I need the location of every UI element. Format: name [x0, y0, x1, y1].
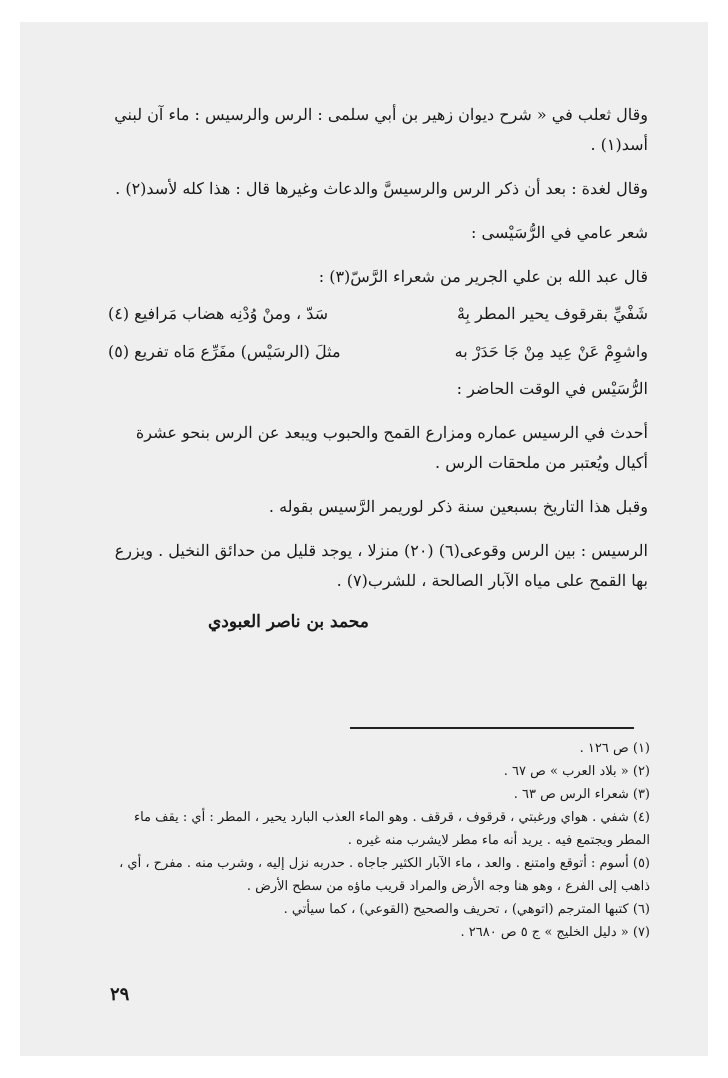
heading-present: الرُّسَيْس في الوقت الحاضر :	[456, 379, 648, 398]
author-signature: محمد بن ناصر العبودي	[208, 612, 369, 632]
footnote-3: (٣) شعراء الرس ص ٦٣ .	[513, 787, 650, 802]
paragraph-5: وقبل هذا التاريخ بسبعين سنة ذكر لوريمر الرَّسيس بقوله .	[268, 497, 648, 516]
footnote-1: (١) ص ١٢٦ .	[579, 741, 650, 756]
paragraph-2: وقال لغدة : بعد أن ذكر الرس والرسيسَّ والدعاث وغيرها قال : هذا كله لأسد(٢) .	[115, 179, 648, 198]
footnotes	[100, 737, 650, 944]
poem-line-1	[108, 298, 648, 330]
footnote-6: (٦) كتبها المترجم (اتوهي) ، تحريف والصحيح (القوعي) ، كما سيأتي .	[283, 902, 650, 917]
heading-poem: شعر عامي في الرُّسَيْسى :	[471, 223, 648, 242]
poem-line-2-right: واشوِمْ عَنْ عِيد مِنْ جَا حَدَرْ به	[454, 342, 648, 361]
poem-line-2-left: مثلَ (الرسَيْس) مفَرِّع مَاه تفريع (٥)	[108, 342, 341, 361]
poem-line-1-right: شَفْيِّ بقرقوف يحير المطر بِهْ	[456, 304, 648, 323]
footnote-5: (٥) أسوم : أتوقع وامتنع . والعد ، ماء الآبار الكثير جاجاه . حدربه نزل إليه ، وشرب منه . مفرح ، أي ، ذاهب إلى الفرع ، وهو هنا وجه الأرض والمراد قريب ماؤه من سطح الأرض .	[119, 856, 650, 894]
paragraph-3: قال عبد الله بن علي الجرير من شعراء الرَّسّ(٣) :	[318, 267, 648, 286]
page-number: ٢٩	[110, 984, 130, 1005]
poem-line-2	[108, 336, 648, 368]
footnote-divider	[350, 727, 634, 729]
footnote-7: (٧) « دليل الخليج » ج ٥ ص ٢٦٨٠ .	[460, 925, 650, 940]
paragraph-6: الرسيس : بين الرس وقوعى(٦) (٢٠) منزلا ، يوجد قليل من حدائق النخيل . ويزرع بها القمح على مياه الآبار الصالحة ، للشرب(٧) .	[114, 541, 648, 590]
footnote-2: (٢) « بلاد العرب » ص ٦٧ .	[503, 764, 650, 779]
paragraph-4: أحدث في الرسيس عماره ومزارع القمح والحبوب ويبعد عن الرس بنحو عشرة أكيال ويُعتبر من ملحقات الرس .	[135, 423, 648, 472]
poem-line-1-left: سَدّ ، ومنْ وُدْنِه هضاب مَرافيع (٤)	[108, 304, 329, 323]
main-text	[108, 100, 648, 632]
book-page	[20, 22, 708, 1056]
footnote-4: (٤) شفي . هواي ورغبتي ، قرقوف ، قرقف . وهو الماء العذب البارد يحير ، المطر : أي : يقف ماء المطر ويجتمع فيه . يريد أنه ماء مطر لايشرب منه غيره .	[133, 810, 650, 848]
paragraph-1: وقال ثعلب في « شرح ديوان زهير بن أبي سلمى : الرس والرسيس : ماء آن لبني أسد(١) .	[114, 105, 648, 154]
